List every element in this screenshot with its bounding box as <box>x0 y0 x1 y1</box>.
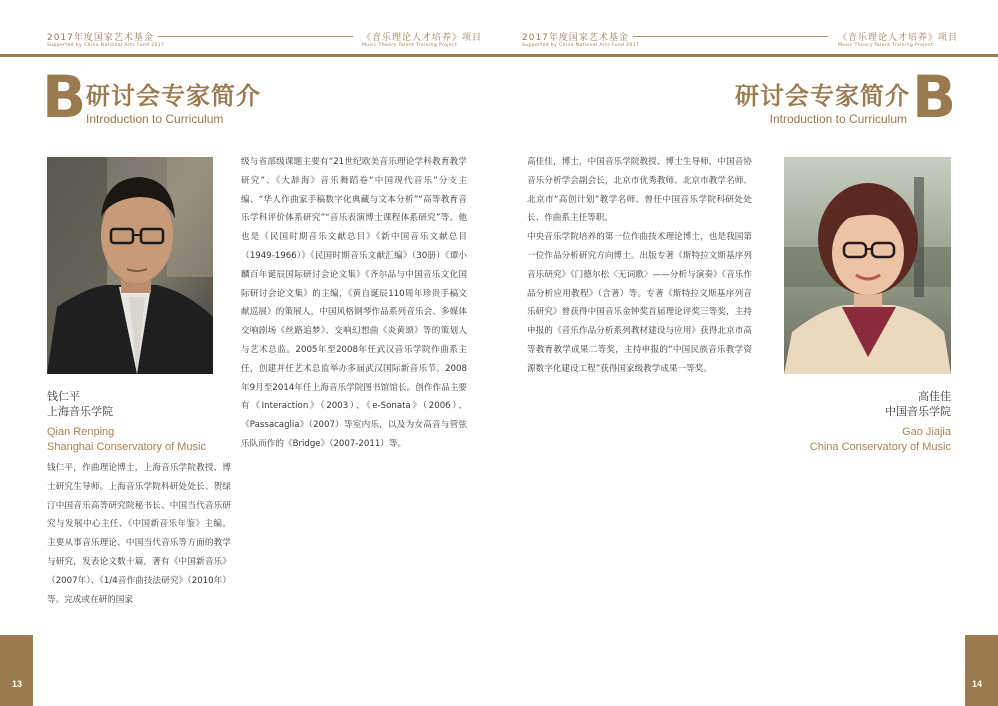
portrait-qian-renping-image <box>47 157 213 374</box>
expert-left-bio-part1: 钱仁平，作曲理论博士，上海音乐学院教授、博士研究生导师。上海音乐学院科研处处长、贺绿汀中国音乐高等研究院秘书长、中国当代音乐研究与发展中心主任、《中国新音乐年鉴》主编。主要从事音乐理论、中国当代音乐等方面的教学与研究，发表论文数十篇，著有《中国新音乐》（2007年）、《1/4音作曲技法研究》（2010年）等。完成或在研的国家 <box>47 463 231 605</box>
expert-right-name-en: Gao Jiajia <box>902 426 951 438</box>
expert-right-org-cn: 中国音乐学院 <box>885 405 951 418</box>
section-title-en-left: Introduction to Curriculum <box>86 112 224 126</box>
expert-right-bio <box>527 153 752 379</box>
portrait-gao-jiajia <box>784 157 951 374</box>
header-right-project-en: Music Theory Talent Training Project <box>838 43 934 48</box>
expert-left-name-cn: 钱仁平 <box>47 390 80 403</box>
header-right-rule <box>633 36 828 37</box>
section-title-cn-left: 研讨会专家简介 <box>86 82 261 110</box>
header-left-title-en: Supported by China National Arts Fund 2017 <box>47 43 165 48</box>
header-right-title-cn: 2017年度国家艺术基金 <box>522 33 629 43</box>
header-left-project-en: Music Theory Talent Training Project <box>362 43 458 48</box>
expert-left-org-cn: 上海音乐学院 <box>47 405 113 418</box>
page-tab-left <box>0 635 33 706</box>
expert-right-org-en: China Conservatory of Music <box>809 441 951 453</box>
portrait-qian-renping <box>47 157 213 374</box>
section-title-en-right: Introduction to Curriculum <box>769 112 907 126</box>
header-left-rule <box>158 36 353 37</box>
expert-left-bio-part2: 级与省部级课题主要有“21世纪欧美音乐理论学科教育教学研究”、《大辞海》音乐舞蹈卷“中国现代音乐”分支主编、“华人作曲家手稿数字化典藏与文本分析”“高等教育音乐学科评价体系研究”“音乐表演博士课程体系研究”等。他也是《民国时期音乐文献总目》《新中国音乐文献总目（1949-1966）》《民国时期音乐文献汇编》（30册）《谭小麟百年诞辰国际研讨会论文集》《齐尔品与中国音乐文化国际研讨会论文集》的主编，《黄自诞辰110周年珍贵手稿文献巡展》的策展人，中国风格钢琴作品系列音乐会、多媒体交响剧场《丝路追梦》、交响幻想曲《炎黄颂》等的策划人与艺术总监。2005年至2008年任武汉音乐学院作曲系主任，创建并任艺术总监举办多届武汉国际新音乐节。2008年9月至2014年任上海音乐学院图书馆馆长。创作作品主要有《Interaction》（2003）、《e-Sonata》（2006）、《Passacaglia》（2007）等室内乐，以及为女高音与管弦乐队而作的《Bridge》（2007-2011）等。 <box>241 157 467 449</box>
page-tab-right <box>965 635 998 706</box>
expert-right-name-cn: 高佳佳 <box>918 390 951 403</box>
section-letter-right: B <box>912 63 957 131</box>
expert-left-org-en: Shanghai Conservatory of Music <box>47 441 206 453</box>
header-right-title-en: Supported by China National Arts Fund 2017 <box>522 43 640 48</box>
section-letter-left: B <box>42 63 87 131</box>
page-number-left: 13 <box>12 679 23 689</box>
header-divider-bar <box>0 54 998 57</box>
expert-left-name-en: Qian Renping <box>47 426 115 438</box>
header-left-project-cn: 《音乐理论人才培养》项目 <box>362 33 483 43</box>
portrait-gao-jiajia-image <box>784 157 951 374</box>
header-left-title-cn: 2017年度国家艺术基金 <box>47 33 154 43</box>
section-title-cn-right: 研讨会专家简介 <box>735 82 910 110</box>
page-number-right: 14 <box>972 679 983 689</box>
header-right-project-cn: 《音乐理论人才培养》项目 <box>838 33 959 43</box>
expert-right-bio-p2: 中央音乐学院培养的第一位作曲技术理论博士，也是我国第一位作品分析研究方向博士。出版专著《斯特拉文斯基序列音乐研究》《门德尔松〈无词歌〉——分析与演奏》《音乐作品分析应用教程》（合著）等。专著《斯特拉文斯基序列音乐研究》曾获得中国音乐金钟奖首届理论评奖三等奖，主持申报的《音乐作品分析系列教材建设与应用》获得北京市高等教育教学成果二等奖，主持申报的“中国民族音乐教学资源数字化建设工程”获得国家级教学成果一等奖。 <box>527 232 752 374</box>
expert-right-bio-p1: 高佳佳，博士，中国音乐学院教授、博士生导师，中国音协音乐分析学会副会长，北京市优秀教师、北京市教学名师、北京市“高创计划”教学名师。曾任中国音乐学院科研处处长、作曲系主任等职。 <box>527 157 752 224</box>
